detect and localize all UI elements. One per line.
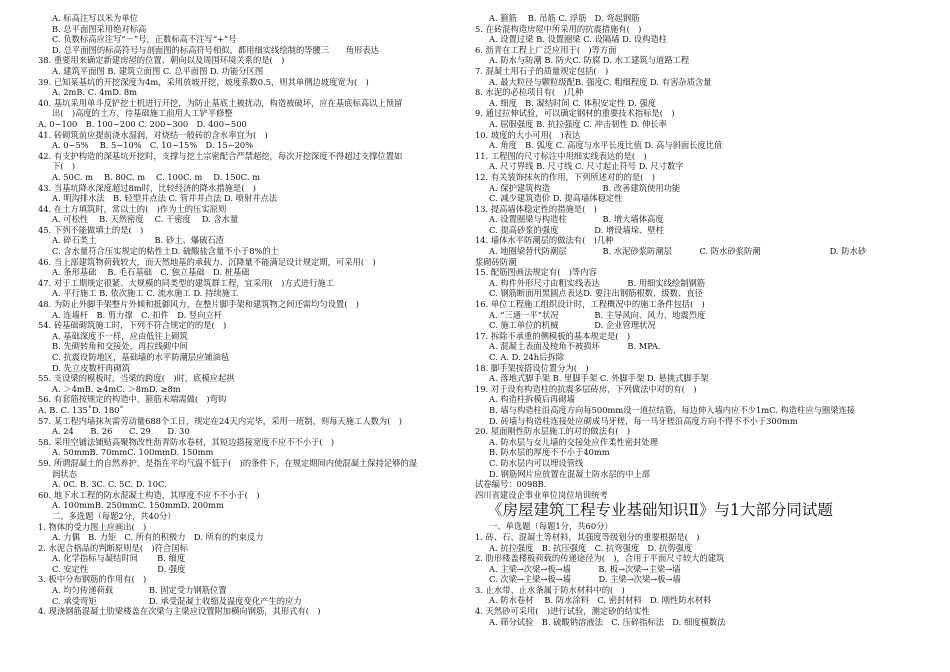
text-line: A. 条形基础 B. 毛石基础 C. 独立基础 D. 桩基础 — [52, 267, 250, 278]
text-line: A. “三通一平”状况 B. 主导风向、风力、地震烈度 — [489, 309, 706, 320]
text-line: 试卷编号：0098B. — [475, 479, 547, 490]
text-line: 19. 对于设有构造柱的抗震多层砖房，下列做法中对的有( ) — [475, 383, 697, 394]
text-line: 2. 肋形楼盖楼板荷载的传递途径为( )，合用于平面尺寸较大的建筑 — [475, 553, 725, 564]
text-line: B. 防水层的厚度不不小于40mm — [489, 447, 610, 458]
text-line: 43. 当基坑降水深度超过8m时，比较经济的降水措施是( ) — [38, 182, 256, 193]
text-line: A. 2mB. C. 4mD. 8m — [52, 87, 138, 98]
text-line: C. 负数标高应注写“－”号，正数标高不注写“+”号 — [52, 34, 237, 45]
text-line: D. 钢筋网片应放置在混凝土防水层的中上部 — [489, 468, 650, 479]
text-line: A. 化学指标与凝结时间 B. 细度 — [52, 553, 186, 564]
text-line: C. 提高砂浆的强度 D. 增设墙垛、壁柱 — [489, 224, 664, 235]
text-line: 58. 采用空铺法铺贴高聚物改性沥青防水卷材，其短边搭接宽度不应不不小于( ) — [38, 436, 335, 447]
text-line: B. 总平面图采用绝对标高 — [52, 23, 147, 34]
text-line: C. 含水量符合压实规定的粘性土D. 硫酸盐含量不小于8%的土 — [52, 246, 279, 257]
text-line: 8. 水泥的必检项目有( )几种 — [475, 87, 584, 98]
text-line: A. 可松性 B. 天然密度 C. 干密度 D. 含水量 — [52, 214, 239, 225]
text-line: B. 墙与构造柱沿高度方向每500mm设一道拉结筋，每边伸入墙内应不少1mC. 构造柱应与圈梁连接 — [489, 404, 856, 415]
text-line: 4. 现浇钢筋混凝土肋梁楼盖在次梁与主梁应设置附加横向钢筋，其形式有( ) — [38, 606, 321, 617]
text-line: 10. 坡度的大小可用( )表达 — [475, 129, 581, 140]
text-line: 60. 地下水工程的防水混凝土构造，其厚度不应不不小于( ) — [38, 489, 260, 500]
exam-title: 《房屋建筑工程专业基础知识Ⅱ》与1大部分同试题 — [487, 501, 833, 520]
text-line: A. 箍筋 B. 吊筋 C. 浮筋 D. 弯起钢筋 — [489, 13, 640, 23]
text-line: A. 防水卷材 B. 防水涂料 C. 密封材料 D. 刚性防水材料 — [489, 595, 712, 606]
text-line: C. 钢筋断面用黑圆点表达D. 要注出钢筋根数、级数、直径 — [489, 288, 703, 299]
text-line: C. A. D. 24h后拆除 — [489, 352, 565, 362]
text-line: 17. 拆除不承重的侧模板的基本规定是( ) — [475, 330, 631, 341]
text-line: 1. 物体的受力图上应画出( ) — [38, 521, 147, 532]
text-line: A. 角度 B. 弧度 C. 高度与水平长度比值 D. 高与斜面长度比值 — [489, 140, 723, 151]
text-line: 4. 天然砂可采用( )进行试验，测定砂的结实性 — [475, 606, 650, 617]
text-line: 42. 有支护构造的深基坑开挖时，支撑与挖土宗密配合严禁超挖，每次开挖深度不得超过支撑位置如 — [38, 150, 403, 161]
text-line: A. 设置过梁 B. 设置圈梁 C. 设隔墙 D. 设构造柱 — [489, 34, 667, 45]
text-line: A. 力偶 B. 力矩 C. 所有的积极力 D. 所有的约束反力 — [52, 532, 264, 543]
text-line: 3. 止水带、止水条属于防水材料中的( ) — [475, 584, 625, 595]
text-line: A. 筛分试验 B. 硫酸钠溶液法 C. 压碎指标法 D. 细度模数法 — [489, 616, 726, 627]
text-line: 15. 配筋图画法规定有( )等内容 — [475, 267, 597, 278]
text-line: 39. 已知某基坑的开挖深度为4m，采用放坡开挖，坡度系数0.5，则其单侧边坡度宽为( ) — [38, 76, 369, 87]
text-line: A. 碎石类土 B. 砂土、爆破石渣 — [52, 235, 224, 246]
text-line: A. 建筑平面图 B. 建筑立面图 C. 总平面图 D. 功能分区图 — [52, 65, 264, 76]
text-line: 5. 在砖混构造房屋中所采用的抗震措施有( ) — [475, 23, 642, 34]
text-line: 11. 工程图的尺寸标注中用细实线表达的是( ) — [475, 150, 647, 161]
left-column — [38, 13, 475, 617]
text-line: A. 细度 B. 凝结时间 C. 体积安定性 D. 强度 — [489, 97, 657, 108]
text-line: A. ＞4mB. ≥4mC. ＞8mD. ≥8m — [52, 383, 181, 394]
text-line: A. 标高注写以米为单位 — [52, 13, 138, 23]
text-line: C. 承受弯矩 D. 承受混凝土收缩及温度变化产生的应力 — [52, 595, 302, 606]
text-line: 下( ) — [52, 161, 76, 172]
text-line: A. 防水层与女儿墙的交接处应作柔性密封处理 — [489, 436, 658, 447]
text-line: 44. 在土方填筑时，常以土的( )作为土的压实原则 — [38, 203, 227, 214]
text-line: D. 先立皮数杆再砌筑 — [52, 362, 131, 373]
text-line: 2. 水泥合格品的判断原则是( )符合国标 — [38, 542, 188, 553]
text-line: A. 落地式脚手架 B. 里脚手架 C. 外脚手架 D. 悬挑式脚手架 — [489, 373, 709, 384]
text-line: C. 减少建筑造价 D. 提高墙体稳定性 — [489, 193, 623, 204]
text-line: D. 总平面图的标高符号与剖面图的标高符号相似，都用细实线绘制的等腰三 角形表达 — [52, 44, 379, 55]
text-line: A. 屈服强度 B. 抗拉强度 C. 冲击韧性 D. 伸长率 — [489, 118, 667, 129]
text-line: A. 平行施工 B. 依次施工 C. 流水施工 D. 持续施工 — [52, 288, 239, 299]
text-line: 13. 提高墙体稳定性的措施是( ) — [475, 203, 597, 214]
text-line: 出( )高度的土方，待基础施工前用人工铲平修整 — [52, 108, 233, 119]
text-line: 41. 砖砌筑前应提前浇水湿润，对烧结一般砖的含水率宜为( ) — [38, 129, 268, 140]
text-line: 1. 砖、石、混凝土等材料，其强度等级划分的重要根据是( ) — [475, 531, 700, 542]
text-line: 45. 下列不能做填土的是( ) — [38, 224, 144, 235]
text-line: 润状态 — [52, 468, 77, 479]
right-column-questions — [475, 13, 915, 500]
text-line: C. 安定性 D. 强度 — [52, 563, 186, 574]
text-line: 56. 有套筋按规定的构造中，箍筋末端需做( )弯钩 — [38, 394, 227, 405]
text-line: A. 最大粒径与颗粒级配B. 强度C. 粗细程度 D. 有害杂质含量 — [489, 76, 712, 87]
text-line: 48. 为防止外脚手架整片外倾和抵御风力，在整片脚手架和建筑物之间还需均匀设置( ) — [38, 299, 359, 310]
text-line: A. 24 B. 26 C. 29 D. 30 — [52, 426, 190, 437]
text-line: A. 连墙杆 B. 剪力撑 C. 扣件 D. 竖向立杆 — [52, 309, 223, 320]
text-line: 一、单选题（每题1分，共60分） — [489, 521, 613, 532]
text-line: A. 抗拉强度 B. 抗压强度 C. 抗弯强度 D. 抗剪强度 — [489, 542, 693, 553]
text-line: A. 50C. m B. 80C. m C. 100C. m D. 150C. m — [52, 171, 260, 182]
text-line: C. 防水层内可以埋设管线 — [489, 457, 584, 468]
text-line: 57. 某工程内墙抹灰需劳动量688个工日，规定在24天内完毕，采用一班制，则每天施工人数为( ) — [38, 415, 402, 426]
text-line: A. 主梁→次梁→板→墙 B. 板→次梁→主梁→墙 — [489, 563, 681, 574]
text-line: 14. 墙体水平防潮层的做法有( )几种 — [475, 235, 614, 246]
text-line: 12. 有关装饰抹灰的作用，下列所述对的的是( ) — [475, 171, 655, 182]
text-line: 浆砌砖防潮 — [475, 256, 517, 267]
text-line: A. B. C. 135˚D. 180˚ — [38, 404, 124, 415]
text-line: 18. 脚手架按搭设位置分为( ) — [475, 362, 589, 373]
text-line: A. 保护建筑构造 B. 改善建筑使用功能 — [489, 182, 681, 193]
text-line: A. 均匀传递荷载 B. 固定受力钢筋位置 — [52, 585, 227, 596]
text-line: A. 0C. B. 3C. C. 5C. D. 10C. — [52, 479, 167, 490]
right-column-new-exam — [475, 521, 915, 627]
text-line: 38. 重要用来确定新建房屋的位置、朝向以及周围环境关系的是( ) — [38, 55, 285, 66]
right-column — [475, 13, 915, 627]
text-line: 47. 对于工期规定很紧、大规模的同类型的建筑群工程，宜采用( )方式进行施工 — [38, 277, 335, 288]
text-line: 40. 基坑采用单斗反铲挖土机进行开挖，为防止基底土被扰动，构造被破坏，应在基底标高以上预留 — [38, 97, 403, 108]
text-line: 16. 单位工程施工组织设计时，工程概况中的施工条件包括( ) — [475, 299, 705, 310]
text-line: A. 设置圈梁与构造柱 B. 增大墙体高度 — [489, 214, 664, 225]
text-line: 54. 砖基础砌筑施工时，下列不符合规定的的是( ) — [38, 320, 227, 331]
text-line: A. 构造柱拆模后再砌墙 — [489, 394, 575, 405]
text-line: 四川省建设企事业单位岗位培训统考 — [475, 489, 608, 500]
text-line: A. 混凝土表面及棱角不被损坏 B. MPA. — [489, 341, 661, 352]
text-line: 二、多选题（每题2分，共40分） — [52, 510, 176, 521]
text-line: 55. 支设梁的模板时，当梁的跨度( )时，底模应起拱 — [38, 373, 235, 384]
text-line: 7. 混凝土用石子的质量规定包括( ) — [475, 65, 609, 76]
text-line: 20. 屋面刚性防水层施工的对的做法有( ) — [475, 426, 631, 437]
text-line: A. 构件外形尺寸由粗实线表达 B. 用细实线绘制钢筋 — [489, 277, 706, 288]
text-line: A. 50mmB. 70mmC. 100mmD. 150mm — [52, 447, 214, 458]
text-line: B. 先砌转角和交接处，再拉线砌中间 — [52, 341, 188, 352]
text-line: C. 施工单位的机械 D. 企业管理状况 — [489, 320, 656, 331]
text-line: 46. 当上部建筑物荷载较大，而天然地基的承载力、沉降量不能满足设计规定期，可采用( ) — [38, 256, 376, 267]
text-line: A. 地圈梁替代防潮层 B. 水泥砂浆防潮层 C. 防水砂浆防潮 D. 防水砂 — [489, 246, 867, 257]
text-line: A. 100mmB. 250mmC. 150mmD. 200mm — [52, 500, 224, 511]
text-line: D. 砖墙与构造柱连接处应砌成马牙槎，每一马牙槎沿高度方向不得不不小于300mm — [489, 415, 798, 426]
text-line: C. 次梁→主梁→板→墙 D. 主梁→次梁→板→墙 — [489, 574, 681, 585]
text-line: A. 基础深度不一样，应由低往上砌筑 — [52, 330, 188, 341]
text-line: 59. 所谓混凝土的自然养护，是指在平均气温不低于( )的条件下，在规定期间内使混凝土保持足够的湿 — [38, 457, 418, 468]
text-line: A. 防水与防潮 B. 防火C. 防腐 D. 水工建筑与道路工程 — [489, 55, 690, 66]
text-line: C. 抗震设防地区，基础墙的水平防潮层应铺油毡 — [52, 352, 230, 362]
text-line: A. 明沟排水法 B. 轻型井点法 C. 管井井点法 D. 喷射井点法 — [52, 193, 278, 204]
text-line: A. 尺寸界线 B. 尺寸线 C. 尺寸起止符号 D. 尺寸数字 — [489, 161, 684, 172]
text-line: 9. 通过拉伸试验，可以确定钢材的重要技术指标是( ) — [475, 108, 675, 119]
text-line: 6. 沥青在工程上广泛应用于( )等方面 — [475, 44, 617, 55]
text-line: 3. 板中分布钢筋的作用有( ) — [38, 574, 147, 585]
text-line: A. 0~100 B. 100~200 C. 200~300 D. 400~500 — [38, 118, 247, 129]
text-line: A. 0~5% B. 5~10% C. 10~15% D. 15~20% — [52, 140, 254, 151]
